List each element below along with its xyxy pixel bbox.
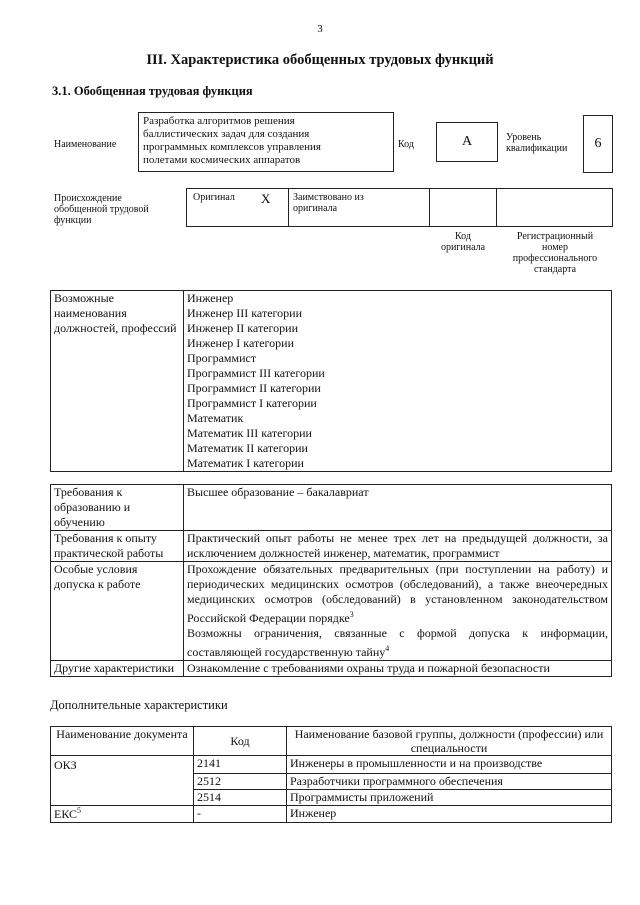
list-item: Программист I категории <box>187 396 317 410</box>
positions-table <box>50 290 612 472</box>
footnote-ref: 4 <box>385 644 390 653</box>
doc-cell <box>51 756 194 774</box>
function-name-line: полетами космических аппаратов <box>143 154 301 166</box>
table-row <box>51 773 612 789</box>
table-row <box>51 562 612 661</box>
list-item: Программист III категории <box>187 366 325 380</box>
origin-label-line: функции <box>54 215 92 226</box>
function-name-line: баллистических задач для создания <box>143 128 310 140</box>
code-value: А <box>436 122 498 162</box>
requirement-value: Высшее образование – бакалавриат <box>184 485 612 531</box>
requirement-label: Другие характеристики <box>51 661 184 677</box>
caption-line: номер <box>542 242 568 253</box>
origin-label-line: обобщенной трудовой <box>54 204 149 215</box>
level-value: 6 <box>583 115 613 173</box>
list-item: Математик II категории <box>187 441 308 455</box>
doc-cell <box>51 789 194 805</box>
requirement-label: Особые условия допуска к работе <box>51 562 184 661</box>
origin-table <box>186 188 613 227</box>
list-item: Программист II категории <box>187 381 321 395</box>
caption-line: Регистрационный <box>516 231 594 242</box>
additional-table <box>50 726 612 823</box>
requirement-text: Возможны ограничения, связанные с формой допуска к информации, составляющей государственную тайну <box>187 626 608 659</box>
list-item: Математик I категории <box>187 456 304 470</box>
list-item: Инженер I категории <box>187 336 294 350</box>
level-label-line: Уровень <box>506 132 542 143</box>
borrowed-line: оригинала <box>293 203 338 214</box>
doc-cell <box>51 805 194 822</box>
caption-line: оригинала <box>440 242 486 253</box>
positions-list <box>184 291 612 472</box>
section-title: III. Характеристика обобщенных трудовых функций <box>146 52 494 68</box>
caption-line: стандарта <box>533 264 577 275</box>
page-number: 3 <box>317 23 323 35</box>
list-item: Инженер II категории <box>187 321 298 335</box>
requirement-label: Требования к опыту практической работы <box>51 531 184 562</box>
footnote-ref: 5 <box>77 805 82 815</box>
name-cell: Программисты приложений <box>287 789 612 805</box>
requirement-value: Практический опыт работы не менее трех лет на предыдущей должности, за исключением должностей инженер, математик, программист <box>184 531 612 562</box>
requirements-table <box>50 484 612 677</box>
column-header: Код <box>194 727 287 756</box>
function-name-line: Разработка алгоритмов решения <box>143 115 295 127</box>
table-row <box>51 531 612 562</box>
code-cell: - <box>194 805 287 822</box>
additional-title: Дополнительные характеристики <box>50 698 228 712</box>
doc-cell <box>51 773 194 789</box>
name-label: Наименование <box>54 139 117 150</box>
requirement-value <box>184 562 612 661</box>
function-name-box <box>138 112 394 172</box>
divider <box>429 189 430 226</box>
divider <box>496 189 497 226</box>
footnote-ref: 3 <box>349 610 354 619</box>
code-cell: 2514 <box>194 789 287 805</box>
requirement-value: Ознакомление с требованиями охраны труда и пожарной безопасности <box>184 661 612 677</box>
name-cell: Разработчики программного обеспечения <box>287 773 612 789</box>
name-cell: Инженер <box>287 805 612 822</box>
requirement-text: Прохождение обязательных предварительных (при поступлении на работу) и периодических медицинских осмотров (обследований), а также внеочередных медицинских осмотров (обследований) в установленном законодательством Российской Федерации порядке <box>187 562 608 625</box>
table-row <box>51 805 612 822</box>
doc-name: ЕКС <box>54 806 78 821</box>
list-item: Математик <box>187 411 244 425</box>
table-row <box>51 661 612 677</box>
table-header <box>51 727 612 756</box>
reg-number-caption <box>497 231 613 275</box>
function-name-line: программных комплексов управления <box>143 141 321 153</box>
table-row <box>51 756 612 774</box>
original-label: Оригинал <box>193 192 235 203</box>
doc-name: ОКЗ <box>54 758 77 772</box>
subsection-title: 3.1. Обобщенная трудовая функция <box>52 84 253 98</box>
code-origin-caption <box>428 231 498 253</box>
level-label <box>506 132 567 154</box>
caption-line: профессионального <box>512 253 598 264</box>
code-cell: 2141 <box>194 756 287 774</box>
positions-label: Возможные наименования должностей, профессий <box>51 291 184 472</box>
caption-line: Код <box>455 231 471 242</box>
code-label: Код <box>398 139 414 150</box>
borrowed-line: Заимствовано из <box>293 192 364 203</box>
requirement-label: Требования к образованию и обучению <box>51 485 184 531</box>
divider <box>288 189 289 226</box>
list-item: Программист <box>187 351 257 365</box>
origin-label-line: Происхождение <box>54 193 122 204</box>
name-cell: Инженеры в промышленности и на производстве <box>287 756 612 774</box>
level-label-line: квалификации <box>506 143 568 154</box>
origin-label <box>54 193 149 226</box>
list-item: Инженер <box>187 291 234 305</box>
table-row <box>51 485 612 531</box>
list-item: Инженер III категории <box>187 306 302 320</box>
list-item: Математик III категории <box>187 426 312 440</box>
original-mark: X <box>261 191 271 206</box>
code-cell: 2512 <box>194 773 287 789</box>
table-row <box>51 789 612 805</box>
column-header: Наименование базовой группы, должности (профессии) или специальности <box>287 727 612 756</box>
column-header: Наименование документа <box>51 727 194 756</box>
borrowed-label <box>293 192 364 214</box>
